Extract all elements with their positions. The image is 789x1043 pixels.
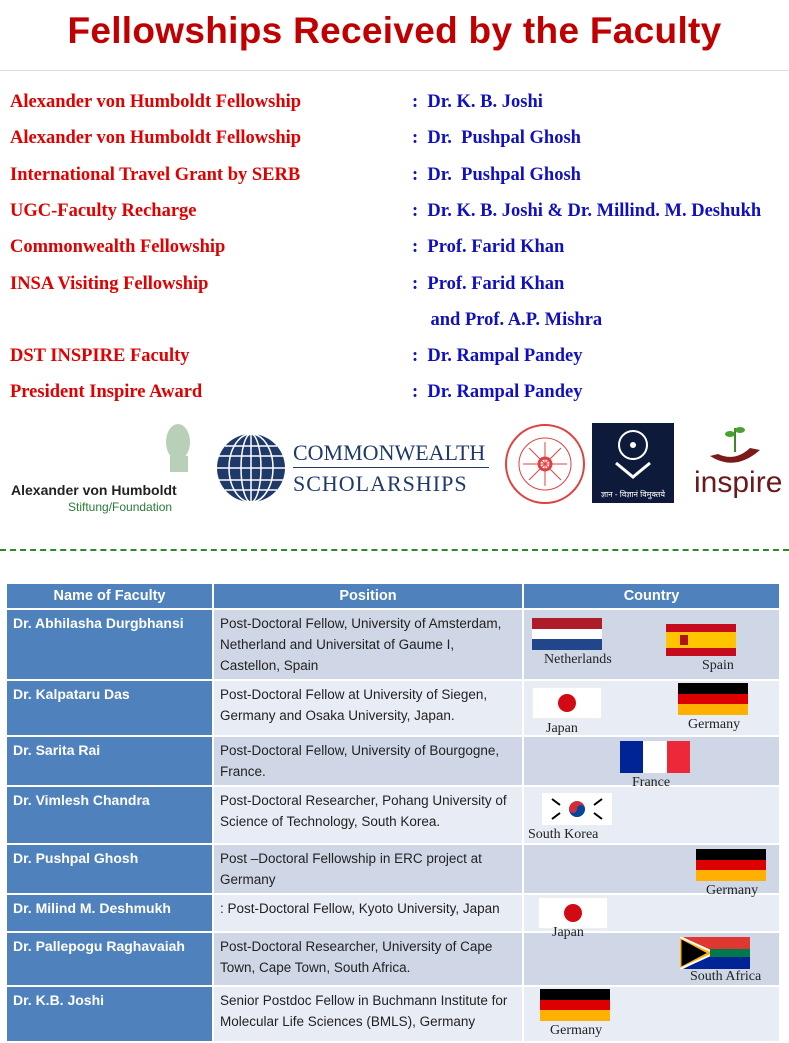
table-row (6, 786, 780, 844)
sun-emblem-icon (507, 426, 583, 502)
country-cell (523, 786, 780, 844)
recipient: : Dr. Rampal Pandey (412, 382, 583, 403)
faculty-name: Dr. Pushpal Ghosh (6, 844, 213, 894)
recipient: : Dr. Pushpal Ghosh (412, 128, 581, 149)
country-name: Japan (546, 721, 578, 736)
faculty-name: Dr. Kalpataru Das (6, 680, 213, 736)
flag-icon (696, 849, 766, 881)
country-name: Netherlands (544, 652, 612, 667)
position: : Post-Doctoral Fellow, Kyoto University, Japan (213, 894, 523, 932)
table-row (6, 844, 780, 894)
faculty-name: Dr. Vimlesh Chandra (6, 786, 213, 844)
award-name: Commonwealth Fellowship (10, 237, 226, 258)
table-row (6, 736, 780, 786)
sprout-hand-icon (690, 422, 780, 472)
humboldt-sub: Stiftung/Foundation (68, 500, 173, 514)
title-divider (0, 70, 789, 71)
flag-icon (540, 989, 610, 1021)
recipient: and Prof. A.P. Mishra (412, 309, 603, 330)
ugc-logo (592, 423, 674, 503)
country-name: Spain (702, 658, 734, 673)
award-name: Alexander von Humboldt Fellowship (10, 128, 302, 149)
flag-icon (532, 687, 602, 719)
position: Post-Doctoral Fellow at University of Siegen, Germany and Osaka University, Japan. (213, 680, 523, 736)
ugc-motto: ज्ञान - विज्ञानं विमुक्तये (601, 490, 665, 499)
country-cell (523, 736, 780, 790)
page-title: Fellowships Received by the Faculty (67, 10, 722, 51)
table-row (6, 680, 780, 736)
country-name: Japan (552, 925, 584, 940)
humboldt-logo (8, 420, 198, 515)
country-cell (523, 609, 780, 680)
flag-icon (532, 618, 602, 650)
position: Post-Doctoral Fellow, University of Amsterdam, Netherland and Universitat of Gaume I, Castellon, Spain (213, 609, 523, 680)
inspire-logo (690, 422, 783, 512)
position: Senior Postdoc Fellow in Buchmann Institute for Molecular Life Sciences (BMLS), Germany (213, 986, 523, 1042)
header-name: Name of Faculty (6, 583, 213, 609)
award-name: UGC-Faculty Recharge (10, 200, 197, 221)
recipient: : Dr. K. B. Joshi & Dr. Millind. M. Deshukh (412, 200, 762, 221)
country-cell (523, 844, 780, 898)
position: Post-Doctoral Researcher, University of Cape Town, Cape Town, South Africa. (213, 932, 523, 986)
country-cell (523, 894, 780, 940)
table-row (6, 932, 780, 986)
recipient: : Prof. Farid Khan (412, 273, 565, 294)
award-name: INSA Visiting Fellowship (10, 273, 209, 294)
award-name: DST INSPIRE Faculty (10, 346, 190, 367)
globe-icon (215, 432, 287, 504)
country-cell (523, 680, 780, 736)
flag-icon (678, 683, 748, 715)
position: Post –Doctoral Fellowship in ERC project at Germany (213, 844, 523, 894)
award-name: International Travel Grant by SERB (10, 164, 301, 185)
header-country: Country (523, 583, 780, 609)
commonwealth-rule (293, 467, 489, 468)
position: Post-Doctoral Fellow, University of Bourgogne, France. (213, 736, 523, 786)
position: Post-Doctoral Researcher, Pohang University of Science of Technology, South Korea. (213, 786, 523, 844)
faculty-name: Dr. Abhilasha Durgbhansi (6, 609, 213, 680)
faculty-name: Dr. Sarita Rai (6, 736, 213, 786)
commonwealth-text: COMMONWEALTH (293, 440, 486, 465)
recipient: : Prof. Farid Khan (412, 237, 565, 258)
table-row (6, 894, 780, 932)
inspire-text: inspire (694, 466, 783, 499)
award-name: Alexander von Humboldt Fellowship (10, 92, 302, 112)
recipient: : Dr. Rampal Pandey (412, 346, 583, 367)
award-name: President Inspire Award (10, 382, 203, 403)
country-name: Germany (550, 1023, 603, 1038)
country-name: France (632, 775, 671, 790)
flag-icon (680, 937, 750, 969)
section-divider (0, 549, 789, 551)
flag-icon (620, 741, 690, 773)
faculty-name: Dr. K.B. Joshi (6, 986, 213, 1042)
table-row (6, 609, 780, 680)
faculty-name: Dr. Pallepogu Raghavaiah (6, 932, 213, 986)
scholarships-text: SCHOLARSHIPS (293, 471, 468, 496)
country-name: Germany (688, 717, 741, 732)
insa-logo (505, 424, 585, 504)
header-position: Position (213, 583, 523, 609)
recipient: : Dr. K. B. Joshi (412, 92, 543, 112)
humboldt-name: Alexander von Humboldt (11, 482, 177, 498)
commonwealth-logo (215, 432, 490, 504)
faculty-table (5, 582, 781, 1043)
country-name: South Korea (528, 827, 599, 842)
flag-icon (542, 793, 612, 825)
country-name: South Africa (690, 969, 762, 984)
faculty-name: Dr. Milind M. Deshmukh (6, 894, 213, 932)
recipient: : Dr. Pushpal Ghosh (412, 164, 581, 185)
flag-icon (666, 624, 736, 656)
humboldt-bust-icon (158, 420, 198, 475)
logos-row (0, 420, 789, 520)
wheel-icon (592, 423, 674, 483)
country-name: Germany (706, 883, 759, 898)
